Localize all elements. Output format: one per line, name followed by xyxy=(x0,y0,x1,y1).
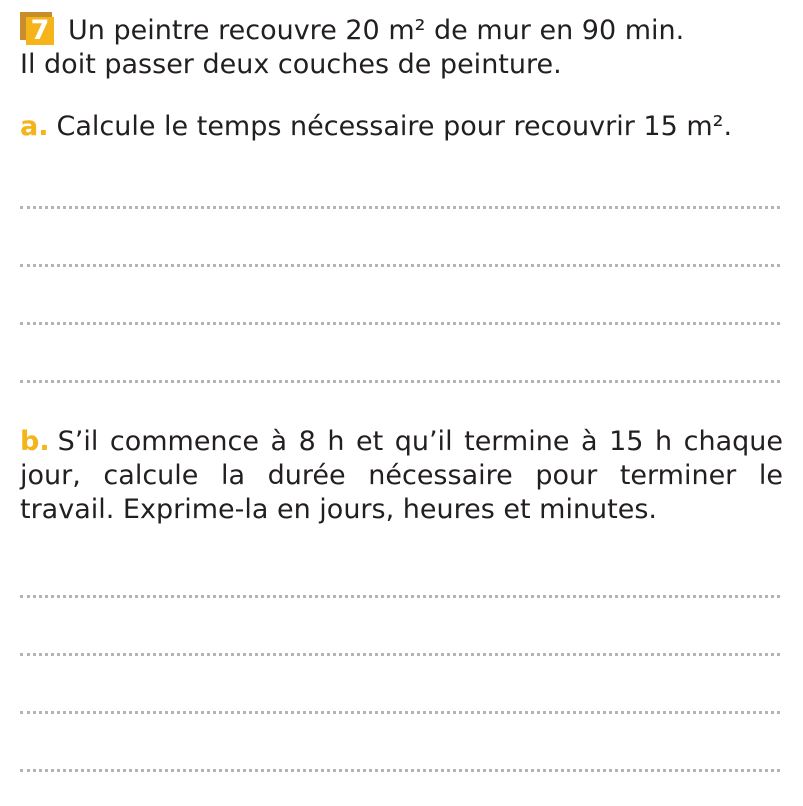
answer-line[interactable] xyxy=(20,209,780,267)
answer-line[interactable] xyxy=(20,151,780,209)
answer-line[interactable] xyxy=(20,267,780,325)
answer-line[interactable] xyxy=(20,656,780,714)
question-b xyxy=(20,425,783,527)
exercise-number-badge xyxy=(20,12,54,44)
exercise-intro xyxy=(20,12,783,48)
question-b-text: S’il commence à 8 h et qu’il termine à 15 h chaque jour, calcule la durée nécessaire pour terminer le travail. Exprime-la en jours, heures et minutes. xyxy=(20,426,783,525)
exercise-number: 7 xyxy=(26,17,54,45)
answer-line[interactable] xyxy=(20,540,780,598)
intro-line-1: Un peintre recouvre 20 m² de mur en 90 min. xyxy=(68,15,685,46)
question-a xyxy=(20,110,783,144)
answer-area-a[interactable] xyxy=(20,151,780,383)
question-a-label: a. xyxy=(20,111,49,142)
answer-area-b[interactable] xyxy=(20,540,780,772)
answer-line[interactable] xyxy=(20,714,780,772)
answer-line[interactable] xyxy=(20,598,780,656)
question-b-label: b. xyxy=(20,426,50,457)
question-a-text: Calcule le temps nécessaire pour recouvrir 15 m². xyxy=(56,111,733,142)
intro-line-2: Il doit passer deux couches de peinture. xyxy=(20,49,562,80)
answer-line[interactable] xyxy=(20,325,780,383)
exercise xyxy=(20,12,783,772)
